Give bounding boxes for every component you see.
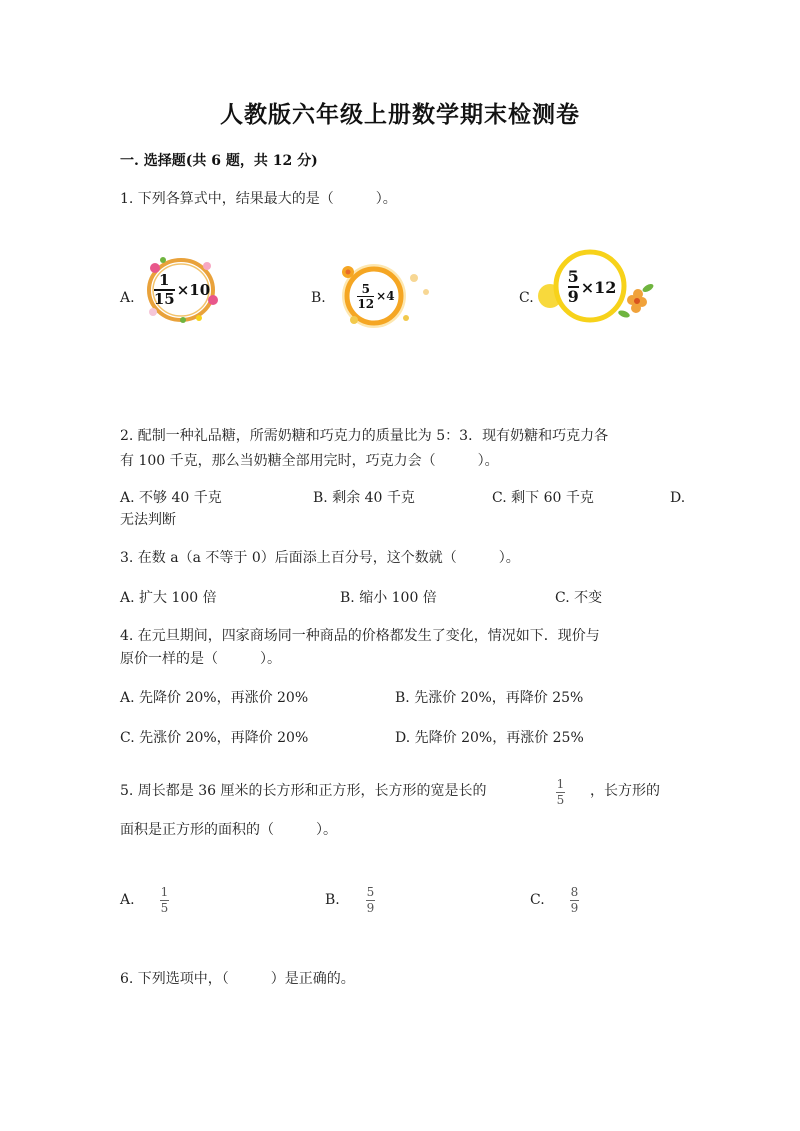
question-6-text: 6. 下列选项中，（ ）是正确的。 bbox=[120, 971, 355, 987]
q4-option-a[interactable]: A. 先降价 20%，再涨价 20% bbox=[120, 690, 309, 706]
q1-option-b-letter[interactable]: B. bbox=[311, 290, 326, 306]
q4-option-c[interactable]: C. 先涨价 20%，再降价 20% bbox=[120, 730, 309, 746]
flower-icon bbox=[627, 289, 647, 313]
question-4-line-2: 原价一样的是（ ）。 bbox=[120, 651, 281, 667]
q2-option-d-text[interactable]: 无法判断 bbox=[120, 512, 176, 528]
q5-option-b-fraction[interactable]: 5 9 bbox=[366, 885, 375, 915]
question-1-text: 1. 下列各算式中，结果最大的是（ ）。 bbox=[120, 191, 397, 207]
q1-option-a-letter[interactable]: A. bbox=[120, 290, 135, 306]
q1-option-c-expression[interactable]: 5 9 ×12 bbox=[567, 267, 617, 306]
q1-option-b-expression[interactable]: 5 12 ×4 bbox=[357, 281, 395, 311]
q1-option-a-expression[interactable]: 1 15 ×10 bbox=[153, 271, 211, 308]
q2-option-c[interactable]: C. 剩下 60 千克 bbox=[492, 490, 594, 506]
q4-option-d[interactable]: D. 先降价 20%，再涨价 25% bbox=[395, 730, 584, 746]
q2-option-b[interactable]: B. 剩余 40 千克 bbox=[313, 490, 415, 506]
q2-option-d[interactable]: D. bbox=[670, 490, 686, 506]
q5-option-a-fraction[interactable]: 1 5 bbox=[160, 885, 169, 915]
q5-option-c-fraction[interactable]: 8 9 bbox=[570, 885, 579, 915]
q5-option-c-letter[interactable]: C. bbox=[530, 892, 545, 908]
q3-option-a[interactable]: A. 扩大 100 倍 bbox=[120, 590, 217, 606]
question-2-line-1: 2. 配制一种礼品糖，所需奶糖和巧克力的质量比为 5：3．现有奶糖和巧克力各 bbox=[120, 428, 609, 444]
page-title: 人教版六年级上册数学期末检测卷 bbox=[220, 101, 580, 128]
q5-option-a-letter[interactable]: A. bbox=[120, 892, 135, 908]
question-4-line-1: 4. 在元旦期间，四家商场同一种商品的价格都发生了变化，情况如下．现价与 bbox=[120, 628, 600, 644]
q3-option-b[interactable]: B. 缩小 100 倍 bbox=[340, 590, 437, 606]
question-5-line-2: 面积是正方形的面积的（ ）。 bbox=[120, 822, 337, 838]
question-5-line-1-a: 5. 周长都是 36 厘米的长方形和正方形，长方形的宽是长的 bbox=[120, 783, 487, 799]
q5-option-b-letter[interactable]: B. bbox=[325, 892, 340, 908]
question-3-text: 3. 在数 a（a 不等于 0）后面添上百分号，这个数就（ ）。 bbox=[120, 550, 520, 566]
q5-inline-fraction: 1 5 bbox=[556, 777, 565, 807]
question-2-line-2: 有 100 千克，那么当奶糖全部用完时，巧克力会（ ）。 bbox=[120, 453, 499, 469]
q3-option-c[interactable]: C. 不变 bbox=[555, 590, 603, 606]
question-5-line-1-b: ，长方形的 bbox=[590, 783, 660, 799]
q2-option-a[interactable]: A. 不够 40 千克 bbox=[120, 490, 222, 506]
q1-option-c-letter[interactable]: C. bbox=[519, 290, 534, 306]
q4-option-b[interactable]: B. 先涨价 20%，再降价 25% bbox=[395, 690, 584, 706]
section-heading: 一. 选择题(共 6 题，共 12 分) bbox=[120, 153, 318, 169]
